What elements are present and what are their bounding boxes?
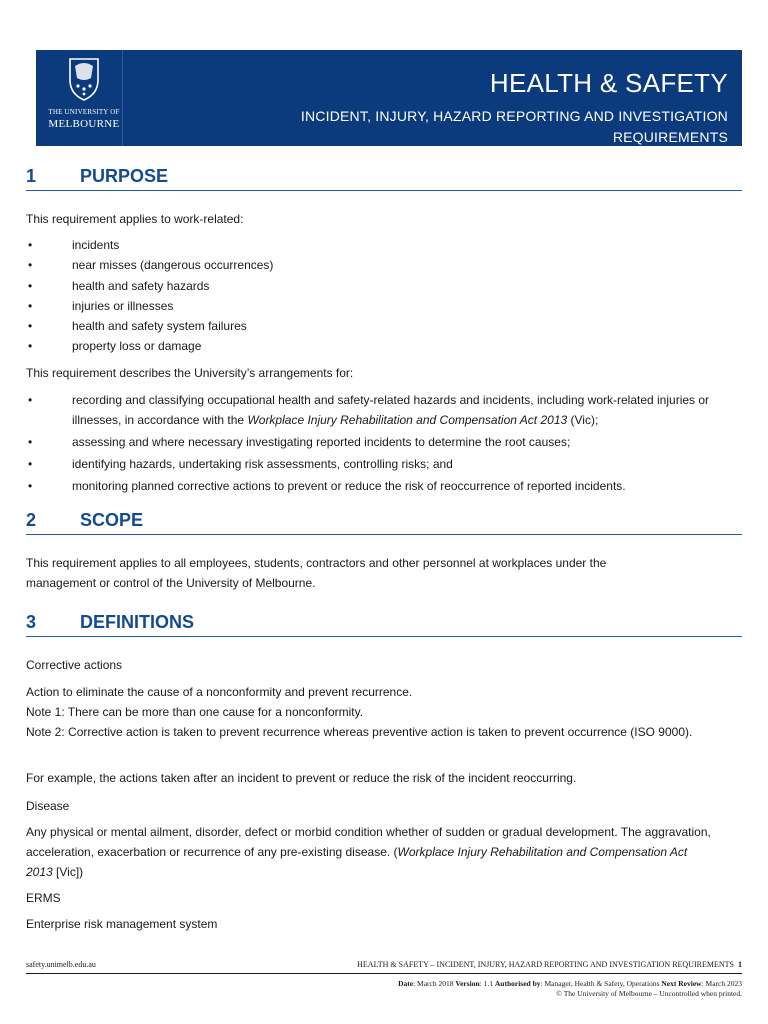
arrangements-intro: This requirement describes the University’s arrangements for: [26,366,354,380]
applies-to-list [26,235,742,357]
section-heading-definitions [26,612,742,637]
definition-line: Note 1: There can be more than one cause for a nonconformity. [26,705,364,719]
bullet-icon: • [28,258,33,273]
list-item: • health and safety hazards [26,276,742,296]
definition-text: Any physical or mental ailment, disorder, defect or morbid condition whether of sudden or gradual development. The aggravation, acceleration, exacerbation or recurrence of any pre-existing disease. (Workplace Injury Rehabilitation and Compensation Act 2013 [Vic]) [26,825,711,879]
section-heading-scope [26,510,742,535]
list-item: • identifying hazards, undertaking risk assessments, controlling risks; and [26,454,742,474]
bullet-icon: • [28,339,33,354]
bullet-icon: • [28,479,33,493]
list-item: • injuries or illnesses [26,296,742,316]
arrangements-list [26,390,742,496]
definition-term: ERMS [26,891,61,905]
bullet-icon: • [28,298,33,313]
bullet-icon: • [28,278,33,293]
list-item: • recording and classifying occupational health and safety-related hazards and incidents, including work-related injuries or illnesses, in accordance with the Workplace Injury Rehabilitation and Compensation Act 2013 (Vic); [26,390,742,430]
section-heading-purpose [26,166,742,191]
section-number: 1 [26,166,37,186]
list-item: • assessing and where necessary investigating reported incidents to determine the root causes; [26,432,742,452]
definition-term: Disease [26,799,70,813]
bullet-icon: • [28,435,33,449]
page-number: 1 [738,960,742,969]
bullet-icon: • [28,319,33,334]
list-item: • property loss or damage [26,336,742,356]
list-item: • incidents [26,235,742,255]
footer-copyright: © The University of Melbourne – Uncontrolled when printed. [556,989,742,998]
list-item: • monitoring planned corrective actions to prevent or reduce the risk of reoccurrence of reported incidents. [26,476,742,496]
definition-term: Corrective actions [26,658,123,672]
footer-email: safety.unimelb.edu.au [26,960,96,969]
list-item: • health and safety system failures [26,316,742,336]
footer-doc-title: HEALTH & SAFETY – INCIDENT, INJURY, HAZARD REPORTING AND INVESTIGATION REQUIREMENTS 1 [357,960,742,969]
section-title: PURPOSE [80,166,169,186]
section-title: SCOPE [80,510,144,530]
definition-line: Action to eliminate the cause of a nonconformity and prevent recurrence. [26,685,413,699]
definition-line: Note 2: Corrective action is taken to prevent recurrence whereas preventive action is taken to prevent occurrence (ISO 9000). [26,725,693,739]
footer-divider [26,973,742,974]
university-logo [46,50,123,146]
footer-meta [398,979,742,999]
section-number: 3 [26,612,37,632]
footer-meta-line: Date: March 2018 Version: 1.1 Authorised by: Manager, Health & Safety, Operations Next Review: March 2023 [398,979,742,988]
document-title: HEALTH & SAFETY [489,68,728,98]
definition-example: For example, the actions taken after an incident to prevent or reduce the risk of the incident reoccurring. [26,771,577,785]
list-item: • near misses (dangerous occurrences) [26,255,742,275]
bullet-icon: • [28,393,33,407]
header-banner [36,50,742,146]
bullet-icon: • [28,238,33,252]
definition-text: Enterprise risk management system [26,917,218,931]
scope-text: This requirement applies to all employees, students, contractors and other personnel at workplaces under the management or control of the University of Melbourne. [26,556,607,590]
logo-line1: THE UNIVERSITY OF [48,108,120,116]
document-subtitle: INCIDENT, INJURY, HAZARD REPORTING AND INVESTIGATION REQUIREMENTS [300,108,728,145]
section-number: 2 [26,510,37,530]
bullet-icon: • [28,457,33,471]
logo-line2: MELBOURNE [48,118,120,130]
section-title: DEFINITIONS [80,612,195,632]
purpose-intro: This requirement applies to work-related: [26,212,244,226]
crest-icon [67,56,101,102]
